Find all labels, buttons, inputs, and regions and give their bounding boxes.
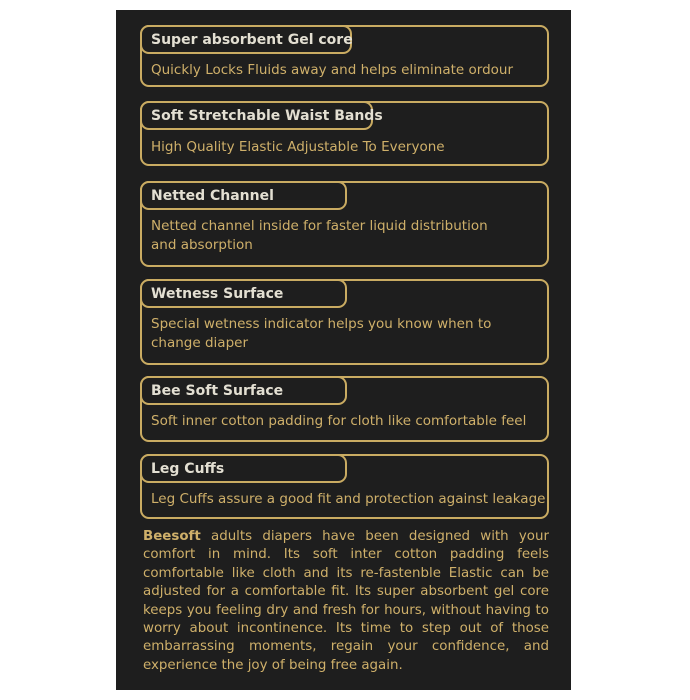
feature-card-leg-cuffs (140, 454, 549, 519)
feature-description: Quickly Locks Fluids away and helps eliminate ordour (151, 62, 514, 78)
feature-card-bee-soft-surface (140, 376, 549, 442)
feature-card-gel-core (140, 25, 549, 87)
feature-title-tab (140, 279, 347, 308)
feature-title-tab (140, 376, 347, 405)
feature-card-waist-bands (140, 101, 549, 166)
feature-description: Special wetness indicator helps you know when to change diaper (151, 316, 492, 351)
feature-description: High Quality Elastic Adjustable To Everyone (151, 139, 445, 155)
product-description (143, 528, 549, 675)
feature-title: Super absorbent Gel core (151, 31, 353, 48)
feature-title-tab (140, 25, 352, 54)
feature-description: Soft inner cotton padding for cloth like comfortable feel (151, 413, 527, 429)
feature-description: Netted channel inside for faster liquid distribution and absorption (151, 218, 488, 253)
feature-title-tab (140, 454, 347, 483)
feature-description: Leg Cuffs assure a good fit and protection against leakage (151, 491, 546, 507)
product-info-panel (116, 10, 571, 690)
feature-title: Wetness Surface (151, 285, 284, 302)
description-text: adults diapers have been designed with your comfort in mind. Its soft inter cotton padding feels comfortable like cloth and its re-fastenble Elastic can be adjusted for a comfortable fit. Its super absorbent gel core keeps you feeling dry and fresh for hours, without having to worry about incontinence. Its time to step out of those embarrassing moments, regain your confidence, and experience the joy of being free again. (143, 529, 549, 673)
feature-card-netted-channel (140, 181, 549, 267)
feature-title: Netted Channel (151, 187, 274, 204)
feature-title: Soft Stretchable Waist Bands (151, 107, 383, 124)
feature-title-tab (140, 101, 383, 130)
feature-title-tab (140, 181, 347, 210)
brand-name: Beesoft (143, 529, 201, 544)
feature-card-wetness-surface (140, 279, 549, 365)
feature-title: Bee Soft Surface (151, 382, 284, 399)
feature-title: Leg Cuffs (151, 460, 225, 477)
